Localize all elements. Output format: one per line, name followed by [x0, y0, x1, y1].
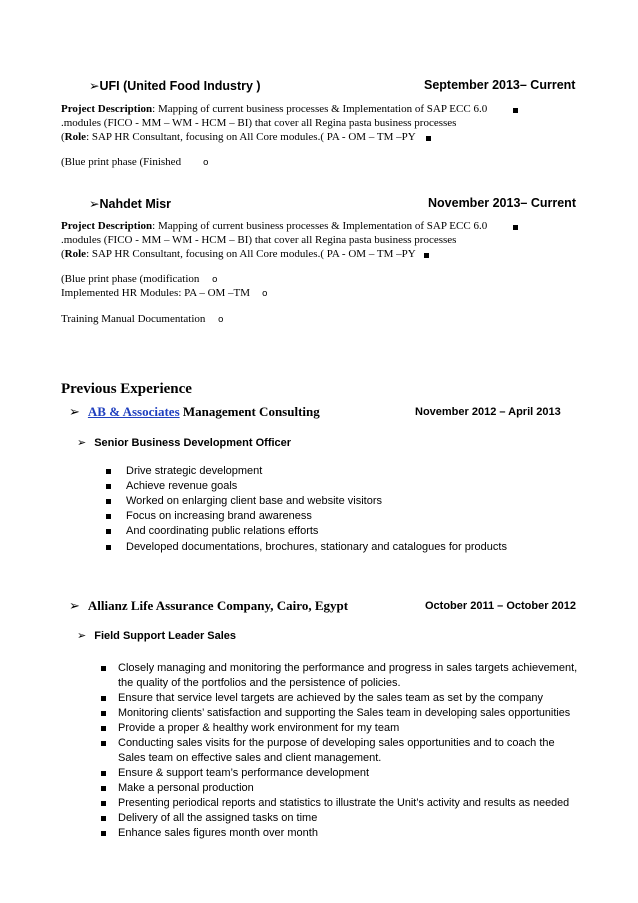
square-bullet-icon: [101, 786, 106, 791]
list-item: Worked on enlarging client base and website visitors: [106, 494, 606, 509]
allianz-dates: October 2011 – October 2012: [425, 600, 577, 612]
circle-bullet-icon: o: [212, 275, 218, 285]
job1-modules-line: .modules (FICO - MM – WM - HCM – BI) that cover all Regina pasta business processes: [61, 117, 457, 129]
job1-role-text: : SAP HR Consultant, focusing on All Core modules.( PA - OM – TM –PY: [86, 131, 416, 143]
ab-company-link[interactable]: AB & Associates: [87, 404, 180, 419]
job1-company-line: [89, 78, 261, 93]
circle-bullet-icon: o: [203, 158, 209, 168]
list-item: And coordinating public relations efforts: [106, 524, 606, 539]
square-bullet-icon: [101, 771, 106, 776]
job1-role: (Role: SAP HR Consultant, focusing on All Core modules.( PA - OM – TM –PY: [61, 131, 416, 143]
list-item: Closely managing and monitoring the performance and progress in sales targets achievement, the quality of the portfolios and the persistence of policies.: [101, 661, 581, 691]
job2-company-line: [89, 196, 171, 211]
list-item: Conducting sales visits for the purpose of developing sales opportunities and to coach the Sales team on effective sales and client management.: [101, 736, 581, 766]
circle-bullet-icon: o: [262, 289, 268, 299]
job2-phase: (Blue print phase (modification: [61, 273, 200, 285]
arrow-bullet-icon: ➢: [69, 599, 80, 614]
list-item: Focus on increasing brand awareness: [106, 509, 606, 524]
job1-desc-text: : Mapping of current business processes & Implementation of SAP ECC 6.0: [152, 103, 488, 115]
list-item: Presenting periodical reports and statistics to illustrate the Unit’s activity and results as needed: [101, 796, 601, 811]
square-bullet-icon: [101, 711, 106, 716]
square-bullet-icon: [106, 545, 111, 550]
job2-role: (Role: SAP HR Consultant, focusing on All Core modules.( PA - OM – TM –PY: [61, 248, 416, 260]
square-bullet-icon: [101, 741, 106, 746]
job1-description: [61, 103, 487, 115]
list-item: Monitoring clients’ satisfaction and supporting the Sales team in developing sales opportunities: [101, 706, 601, 721]
list-item: Achieve revenue goals: [106, 479, 606, 494]
job2-role-text: : SAP HR Consultant, focusing on All Core modules.( PA - OM – TM –PY: [86, 248, 416, 260]
arrow-bullet-icon: ➢: [77, 629, 87, 642]
square-bullet-icon: [101, 666, 106, 671]
ab-company-rest: Management Consulting: [179, 404, 320, 419]
allianz-company: Allianz Life Assurance Company, Cairo, Egypt: [87, 598, 349, 613]
square-bullet-icon: [101, 696, 106, 701]
job1-dates: September 2013– Current: [424, 78, 576, 92]
job2-modules-impl: Implemented HR Modules: PA – OM –TM: [61, 287, 251, 299]
square-bullet-icon: [101, 831, 106, 836]
square-bullet-icon: [101, 726, 106, 731]
job2-training: Training Manual Documentation: [61, 313, 206, 325]
square-bullet-icon: [106, 469, 111, 474]
square-bullet-icon: [106, 484, 111, 489]
arrow-bullet-icon: ➢: [89, 196, 100, 211]
list-item: Developed documentations, brochures, stationary and catalogues for products: [106, 540, 606, 555]
list-item: Drive strategic development: [106, 464, 606, 479]
list-item: Ensure that service level targets are achieved by the sales team as set by the company: [101, 691, 601, 706]
list-item: Make a personal production: [101, 781, 601, 796]
allianz-company-line: [69, 598, 348, 614]
job2-description: [61, 220, 487, 232]
allianz-position: Field Support Leader Sales: [94, 630, 237, 642]
previous-experience-heading: Previous Experience: [61, 381, 192, 397]
list-item: Ensure & support team’s performance development: [101, 766, 601, 781]
square-bullet-icon: [424, 253, 429, 258]
circle-bullet-icon: o: [218, 315, 224, 325]
job2-desc-text: : Mapping of current business processes & Implementation of SAP ECC 6.0: [152, 220, 488, 232]
square-bullet-icon: [101, 801, 106, 806]
square-bullet-icon: [106, 514, 111, 519]
job2-role-label: Role: [64, 248, 87, 260]
square-bullet-icon: [426, 136, 431, 141]
ab-company-line: [69, 404, 320, 420]
ab-position: Senior Business Development Officer: [94, 437, 292, 449]
job1-company: UFI (United Food Industry ): [99, 79, 261, 93]
square-bullet-icon: [513, 225, 518, 230]
allianz-position-line: [77, 629, 236, 642]
list-item: Enhance sales figures month over month: [101, 826, 601, 841]
list-item: Provide a proper & healthy work environment for my team: [101, 721, 601, 736]
job2-modules-line: .modules (FICO - MM – WM - HCM – BI) that cover all Regina pasta business processes: [61, 234, 457, 246]
ab-position-line: [77, 436, 291, 449]
arrow-bullet-icon: ➢: [89, 78, 100, 93]
job1-phase: (Blue print phase (Finished: [61, 156, 182, 168]
job2-company: Nahdet Misr: [99, 197, 172, 211]
job2-dates: November 2013– Current: [428, 196, 576, 210]
square-bullet-icon: [513, 108, 518, 113]
list-item: Delivery of all the assigned tasks on time: [101, 811, 601, 826]
job1-desc-label: Project Description: [61, 103, 153, 115]
square-bullet-icon: [101, 816, 106, 821]
arrow-bullet-icon: ➢: [77, 436, 87, 449]
ab-dates: November 2012 – April 2013: [415, 406, 561, 418]
arrow-bullet-icon: ➢: [69, 405, 80, 420]
square-bullet-icon: [106, 499, 111, 504]
job2-desc-label: Project Description: [61, 220, 153, 232]
square-bullet-icon: [106, 529, 111, 534]
job1-role-label: Role: [64, 131, 87, 143]
